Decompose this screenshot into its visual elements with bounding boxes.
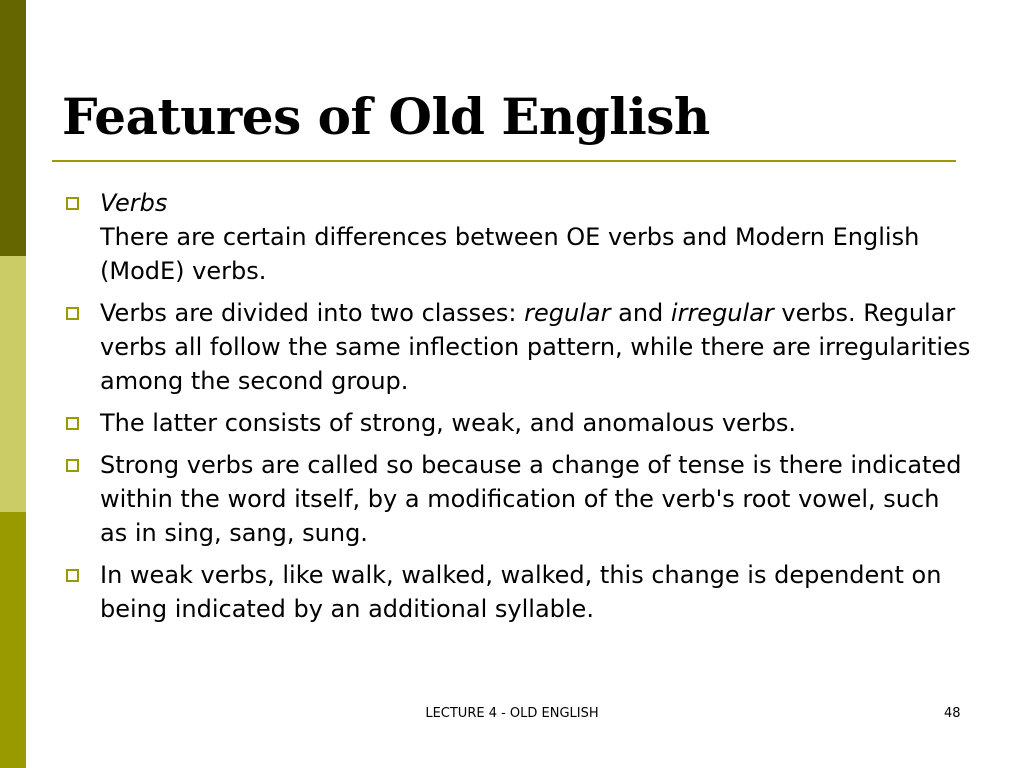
bullet-item xyxy=(62,406,972,440)
italic-term: regular xyxy=(524,299,611,327)
footer-title-container xyxy=(0,705,1024,723)
title-divider xyxy=(52,160,956,162)
bullet-item xyxy=(62,186,972,288)
bullet-item xyxy=(62,558,972,626)
text-run: Verbs are divided into two classes: xyxy=(100,299,525,327)
text-run: In weak verbs, like walk, walked, walked, this change is dependent on being indicated by an additional syllable. xyxy=(100,561,942,623)
bullet-list xyxy=(62,186,972,634)
bullet-item xyxy=(62,448,972,550)
text-run: and xyxy=(610,299,671,327)
slide-title: Features of Old English xyxy=(62,87,710,146)
text-run: The latter consists of strong, weak, and anomalous verbs. xyxy=(100,409,797,437)
hollow-square-bullet-icon xyxy=(66,197,79,210)
hollow-square-bullet-icon xyxy=(66,307,79,320)
bullet-text xyxy=(100,296,972,398)
hollow-square-bullet-icon xyxy=(66,417,79,430)
footer-title: LECTURE 4 - OLD ENGLISH xyxy=(425,706,599,721)
italic-term: Verbs xyxy=(100,189,168,217)
text-run: verbs. Regular verbs all follow the same inflection pattern, while there are irregularities among the second group. xyxy=(100,299,971,395)
hollow-square-bullet-icon xyxy=(66,569,79,582)
hollow-square-bullet-icon xyxy=(66,459,79,472)
page-number: 48 xyxy=(944,706,961,721)
bullet-text xyxy=(100,558,972,626)
sidebar-band-light xyxy=(0,256,26,512)
bullet-text xyxy=(100,406,972,440)
italic-term: irregular xyxy=(670,299,774,327)
text-run: There are certain differences between OE verbs and Modern English (ModE) verbs. xyxy=(100,223,920,285)
text-run: Strong verbs are called so because a change of tense is there indicated within the word itself, by a modification of the verb's root vowel, such as in sing, sang, sung. xyxy=(100,451,962,547)
sidebar-band-mid xyxy=(0,512,26,768)
bullet-text xyxy=(100,448,972,550)
sidebar-band-dark xyxy=(0,0,26,256)
bullet-item xyxy=(62,296,972,398)
bullet-text xyxy=(100,186,972,288)
